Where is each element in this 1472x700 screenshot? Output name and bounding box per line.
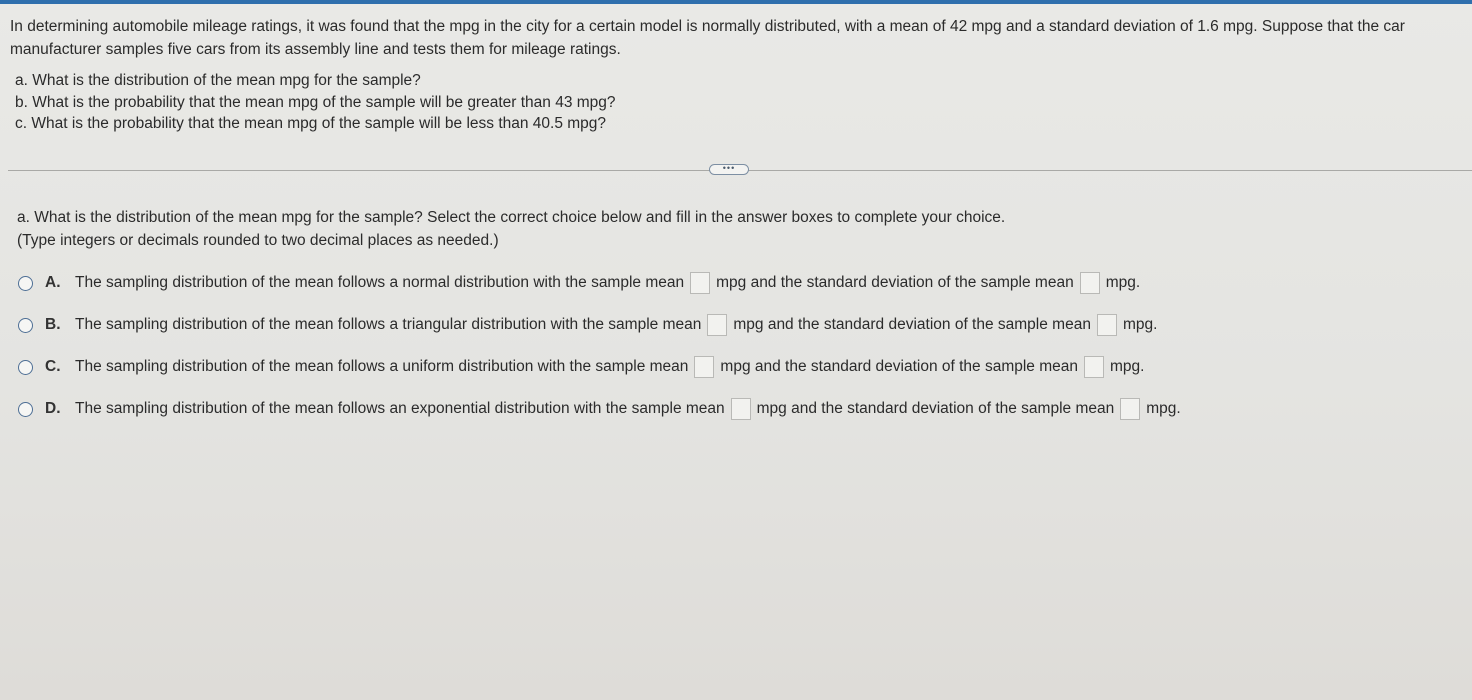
expand-problem-button[interactable]: •••	[709, 164, 749, 175]
choice-c[interactable]	[18, 346, 1458, 388]
sample-mean-input[interactable]	[731, 398, 751, 420]
problem-text: In determining automobile mileage ratings, it was found that the mpg in the city for a certain model is normally distributed, with a mean of 42 mpg and a standard deviation of 1.6 mpg. Suppose that the car manufacturer samples five cars from its assembly line and tests them for mileage ratings.	[10, 18, 1405, 58]
problem-statement	[10, 15, 1470, 135]
choice-b-radio[interactable]	[18, 318, 33, 333]
std-dev-input[interactable]	[1084, 356, 1104, 378]
question-prompt: a. What is the distribution of the mean mpg for the sample? Select the correct choice below and fill in the answer boxes to complete your choice.	[17, 209, 1006, 226]
choice-d[interactable]	[18, 388, 1458, 430]
choice-text-middle: mpg and the standard deviation of the sample mean	[756, 400, 1115, 417]
subquestion-list	[10, 70, 1470, 135]
std-dev-input[interactable]	[1080, 272, 1100, 294]
subquestion-a: a. What is the distribution of the mean mpg for the sample?	[15, 72, 421, 89]
std-dev-input[interactable]	[1097, 314, 1117, 336]
choice-text-middle: mpg and the standard deviation of the sample mean	[733, 316, 1091, 333]
choice-a[interactable]	[18, 262, 1458, 304]
choice-text-before: The sampling distribution of the mean follows a triangular distribution with the sample mean	[75, 316, 702, 333]
choice-letter: A.	[45, 274, 61, 291]
sample-mean-input[interactable]	[694, 356, 714, 378]
choice-d-radio[interactable]	[18, 402, 33, 417]
choice-text-after: mpg.	[1146, 400, 1181, 417]
choice-text-before: The sampling distribution of the mean follows a normal distribution with the sample mean	[75, 274, 685, 291]
choice-text-middle: mpg and the standard deviation of the sample mean	[716, 274, 1074, 291]
subquestion-b: b. What is the probability that the mean mpg of the sample will be greater than 43 mpg?	[15, 93, 616, 111]
std-dev-input[interactable]	[1120, 398, 1140, 420]
subquestion-c: c. What is the probability that the mean mpg of the sample will be less than 40.5 mpg?	[15, 115, 607, 132]
choice-a-radio[interactable]	[18, 276, 33, 291]
choice-text-after: mpg.	[1105, 274, 1141, 291]
answer-choices	[18, 262, 1458, 430]
choice-text-before: The sampling distribution of the mean follows an exponential distribution with the sample mean	[75, 400, 725, 417]
choice-text-middle: mpg and the standard deviation of the sample mean	[720, 358, 1079, 375]
sample-mean-input[interactable]	[707, 314, 727, 336]
choice-b[interactable]	[18, 304, 1458, 346]
top-accent-bar	[0, 0, 1472, 4]
choice-letter: B.	[45, 316, 61, 333]
sample-mean-input[interactable]	[690, 272, 710, 294]
choice-text-before: The sampling distribution of the mean follows a uniform distribution with the sample mean	[75, 358, 689, 375]
choice-c-radio[interactable]	[18, 360, 33, 375]
question-part-a	[17, 206, 1457, 252]
choice-text-after: mpg.	[1122, 316, 1158, 333]
choice-letter: D.	[45, 400, 61, 417]
choice-text-after: mpg.	[1110, 358, 1145, 375]
choice-letter: C.	[45, 358, 61, 375]
question-instruction: (Type integers or decimals rounded to two decimal places as needed.)	[17, 232, 499, 249]
